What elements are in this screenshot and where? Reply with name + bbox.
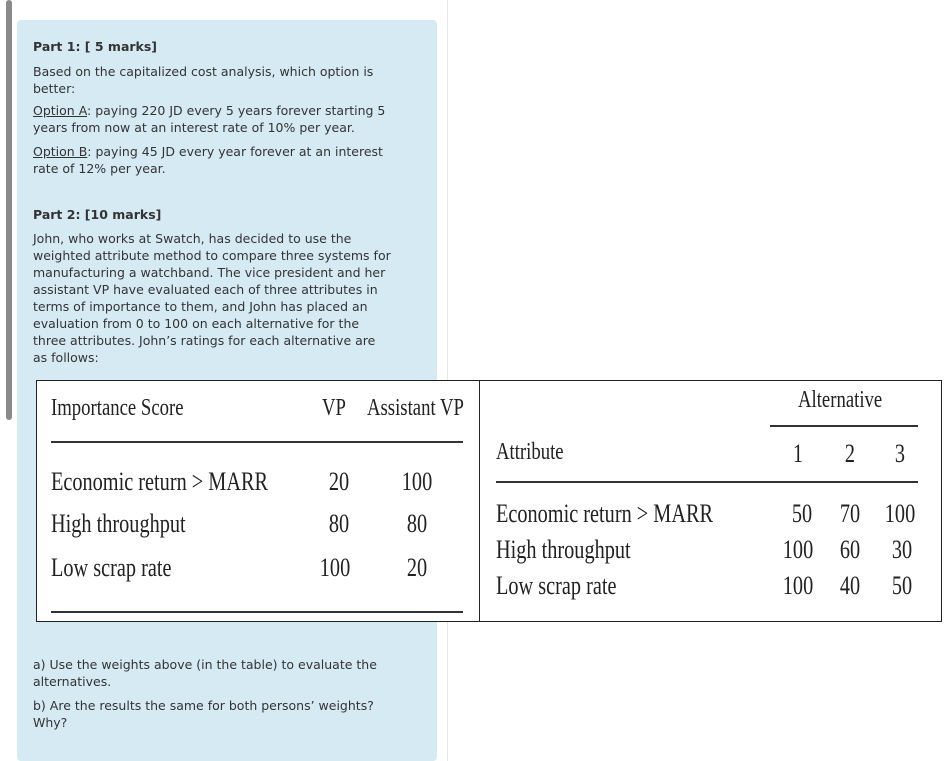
header-rule	[51, 441, 463, 443]
option-b-text: rate of 12% per year.	[33, 161, 166, 176]
part2-line: assistant VP have evaluated each of three attributes in	[33, 282, 378, 297]
ratings-row-value: 40	[839, 571, 861, 600]
alt-header-3: 3	[894, 439, 906, 468]
part2-line: evaluation from 0 to 100 on each alternative for the	[33, 316, 360, 331]
alt-header-2: 2	[844, 439, 856, 468]
part1-question	[33, 63, 413, 97]
question-b-line: Why?	[33, 715, 68, 730]
option-a	[33, 102, 413, 136]
question-a-line: alternatives.	[33, 674, 112, 689]
importance-row-vp: 80	[328, 509, 350, 538]
tables-figure	[36, 380, 942, 622]
option-a-text: : paying 220 JD every 5 years forever starting 5	[87, 103, 386, 118]
part2-description	[33, 230, 413, 366]
footer-rule	[51, 611, 463, 613]
option-b-link[interactable]: Option B	[33, 144, 88, 159]
importance-header: Importance Score	[51, 395, 184, 421]
ratings-row-attribute: High throughput	[496, 535, 631, 564]
attribute-header: Attribute	[496, 439, 564, 465]
part2-line: John, who works at Swatch, has decided to use the	[33, 231, 352, 246]
option-b	[33, 143, 413, 177]
question-b	[33, 697, 413, 731]
importance-row-assistant: 80	[406, 509, 428, 538]
ratings-row-value: 100	[884, 499, 916, 528]
question-a-line: a) Use the weights above (in the table) to evaluate the	[33, 657, 377, 672]
ratings-row-value: 100	[782, 535, 814, 564]
part1-question-line: better:	[33, 81, 76, 96]
part2-line: as follows:	[33, 350, 99, 365]
question-b-line: b) Are the results the same for both persons’ weights?	[33, 698, 374, 713]
ratings-table	[479, 380, 942, 622]
question-a	[33, 656, 413, 690]
part2-line: terms of importance to them, and John has placed an	[33, 299, 368, 314]
scrollbar[interactable]	[6, 0, 12, 420]
part2-line: weighted attribute method to compare three systems for	[33, 248, 391, 263]
ratings-row-value: 50	[891, 571, 913, 600]
importance-row-assistant: 100	[401, 467, 433, 496]
assistant-vp-header: Assistant VP	[367, 395, 464, 421]
alt-header-1: 1	[792, 439, 804, 468]
ratings-row-value: 30	[891, 535, 913, 564]
ratings-row-value: 70	[839, 499, 861, 528]
part2-line: three attributes. John’s ratings for each alternative are	[33, 333, 376, 348]
vp-header: VP	[322, 395, 346, 421]
importance-row-vp: 100	[319, 553, 351, 582]
ratings-row-value: 50	[791, 499, 813, 528]
header-rule	[496, 481, 918, 483]
importance-table	[36, 380, 480, 622]
option-b-text: : paying 45 JD every year forever at an interest	[87, 144, 383, 159]
importance-row-attribute: High throughput	[51, 509, 186, 538]
part2-heading: Part 2: [10 marks]	[33, 207, 162, 222]
part1-question-line: Based on the capitalized cost analysis, which option is	[33, 64, 374, 79]
ratings-row-attribute: Low scrap rate	[496, 571, 617, 600]
importance-row-attribute: Economic return > MARR	[51, 467, 269, 496]
importance-row-vp: 20	[328, 467, 350, 496]
alternative-header: Alternative	[798, 387, 883, 413]
importance-row-assistant: 20	[406, 553, 428, 582]
part1-heading: Part 1: [ 5 marks]	[33, 39, 158, 54]
option-a-text: years from now at an interest rate of 10% per year.	[33, 120, 355, 135]
ratings-row-attribute: Economic return > MARR	[496, 499, 714, 528]
importance-row-attribute: Low scrap rate	[51, 553, 172, 582]
option-a-link[interactable]: Option A	[33, 103, 88, 118]
part2-line: manufacturing a watchband. The vice president and her	[33, 265, 386, 280]
ratings-row-value: 100	[782, 571, 814, 600]
alternative-rule	[770, 425, 918, 427]
ratings-row-value: 60	[839, 535, 861, 564]
